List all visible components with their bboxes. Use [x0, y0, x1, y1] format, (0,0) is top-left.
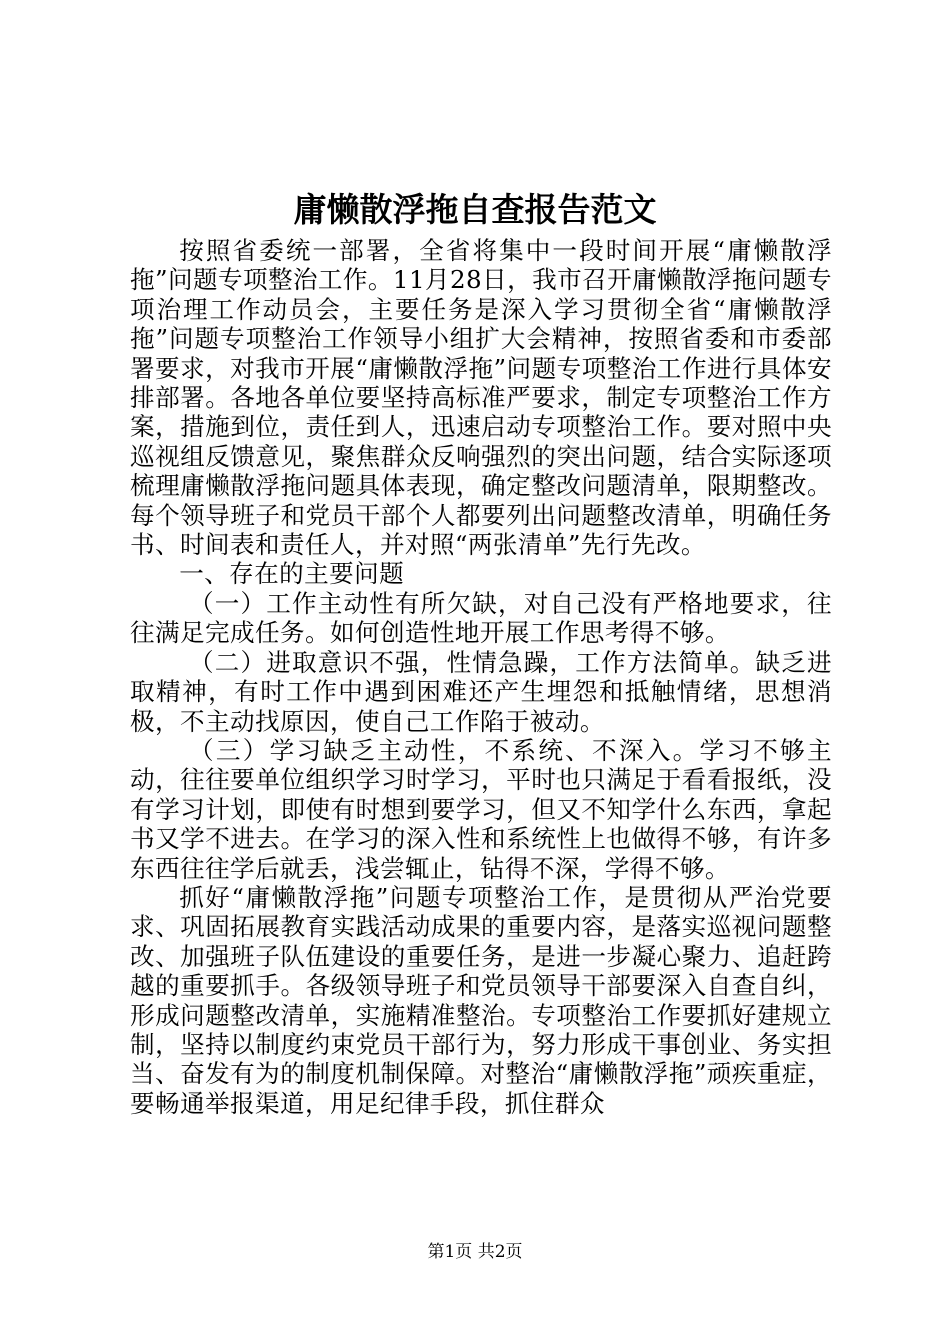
paragraph-problem-1: （一）工作主动性有所欠缺，对自己没有严格地要求，往往满足完成任务。如何创造性地开展工作思考得不够。: [130, 588, 832, 648]
paragraph-problem-2: （二）进取意识不强，性情急躁，工作方法简单。缺乏进取精神，有时工作中遇到困难还产生埋怨和抵触情绪，思想消极，不主动找原因，使自己工作陷于被动。: [130, 647, 832, 736]
page-number-footer: 第1页 共2页: [427, 1242, 523, 1262]
document-body: [130, 236, 832, 1118]
document-title: 庸懒散浮拖自查报告范文: [293, 190, 657, 229]
section-heading-problems: 一、存在的主要问题: [179, 559, 405, 589]
paragraph-intro: 按照省委统一部署，全省将集中一段时间开展“庸懒散浮拖”问题专项整治工作。11月28日，我市召开庸懒散浮拖问题专项治理工作动员会，主要任务是深入学习贯彻全省“庸懒散浮拖”问题专项整治工作领导小组扩大会精神，按照省委和市委部署要求，对我市开展“庸懒散浮拖”问题专项整治工作进行具体安排部署。各地各单位要坚持高标准严要求，制定专项整治工作方案，措施到位，责任到人，迅速启动专项整治工作。要对照中央巡视组反馈意见，聚焦群众反响强烈的突出问题，结合实际逐项梳理庸懒散浮拖问题具体表现，确定整改问题清单，限期整改。每个领导班子和党员干部个人都要列出问题整改清单，明确任务书、时间表和责任人，并对照“两张清单”先行先改。: [130, 236, 833, 560]
paragraph-rectification: 抓好“庸懒散浮拖”问题专项整治工作，是贯彻从严治党要求、巩固拓展教育实践活动成果的重要内容，是落实巡视问题整改、加强班子队伍建设的重要任务，是进一步凝心聚力、追赶跨越的重要抓手。各级领导班子和党员领导干部要深入自查自纠，形成问题整改清单，实施精准整治。专项整治工作要抓好建规立制，坚持以制度约束党员干部行为，努力形成干事创业、务实担当、奋发有为的制度机制保障。对整治“庸懒散浮拖”顽疾重症，要畅通举报渠道，用足纪律手段，抓住群众: [130, 882, 832, 1118]
paragraph-problem-3: （三）学习缺乏主动性，不系统、不深入。学习不够主动，往往要单位组织学习时学习，平时也只满足于看看报纸，没有学习计划，即使有时想到要学习，但又不知学什么东西，拿起书又学不进去。在学习的深入性和系统性上也做得不够，有许多东西往往学后就丢，浅尝辄止，钻得不深，学得不够。: [130, 735, 832, 883]
